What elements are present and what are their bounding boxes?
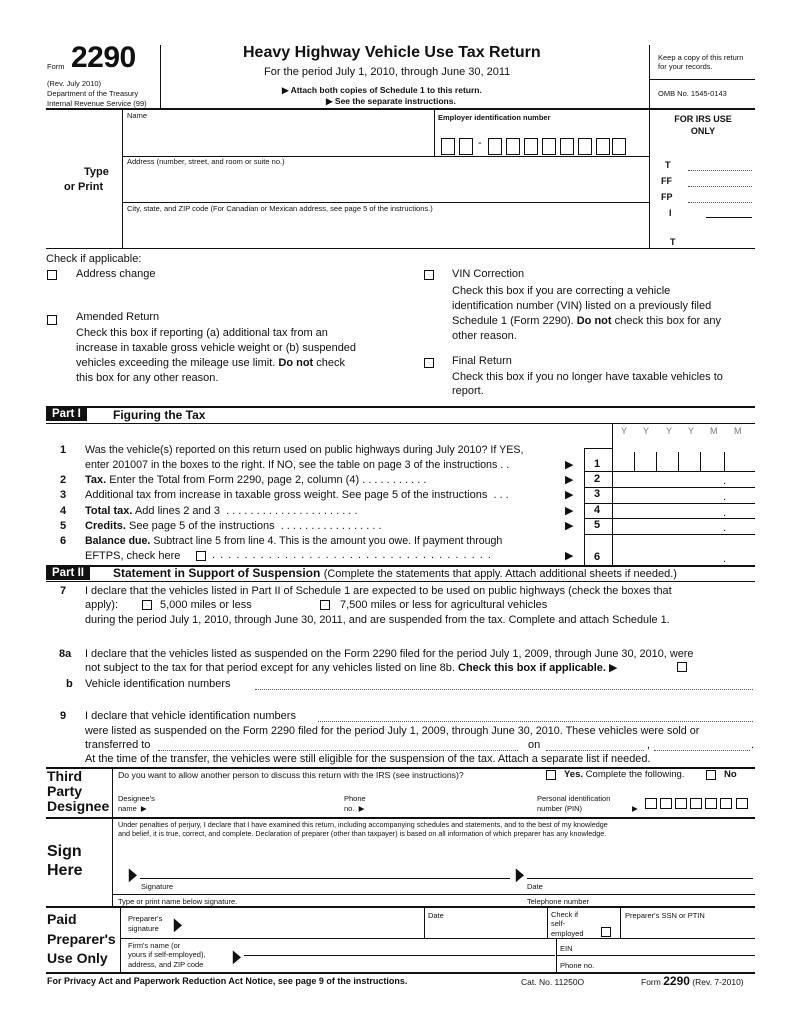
ein-label: Employer identification number: [438, 113, 551, 122]
sign-arrow-icon: ▶: [173, 914, 183, 934]
month-letter: M: [734, 426, 742, 436]
address-change-label: Address change: [76, 268, 156, 280]
designee-yes-checkbox[interactable]: [546, 770, 556, 780]
line-number: 4: [60, 505, 67, 517]
line-box-label: 3: [594, 488, 601, 500]
ein-digit-box[interactable]: [560, 138, 574, 155]
omb-number: OMB No. 1545-0143: [658, 89, 727, 98]
or-print-label: or Print: [64, 181, 104, 193]
designee-pin-label: number (PIN): [537, 804, 583, 813]
part-2-title: Statement in Support of Suspension (Complete the statements that apply. Attach additional sheets if needed.): [113, 566, 677, 580]
period: .: [751, 739, 755, 751]
line-9-on: on: [528, 739, 541, 751]
preparer-signature-label: signature: [128, 924, 159, 933]
irs-use-only: FOR IRS USE ONLY: [674, 114, 732, 136]
irs-code-t2: T: [670, 237, 676, 247]
line-1-text: Was the vehicle(s) reported on this return used on public highways during July 2010? If YES,: [85, 444, 524, 456]
revision-date: (Rev. July 2010): [47, 79, 102, 88]
line-1-text: enter 201007 in the boxes to the right. If NO, see the table on page 3 of the instructions . .: [85, 459, 510, 471]
ein-digit-box[interactable]: [524, 138, 538, 155]
dot-leader: . . . . . . . . . . . . . . . . . . . . . . . . . . . . . . . . . . .: [212, 549, 492, 561]
final-desc: report.: [452, 385, 484, 397]
decimal-point: .: [723, 507, 727, 519]
line-9-text: transferred to: [85, 739, 151, 751]
amended-desc: increase in taxable gross vehicle weight or (b) suspended: [76, 342, 357, 354]
telephone-label: Telephone number: [527, 897, 590, 906]
line-9-date-field[interactable]: [546, 750, 644, 751]
perjury-statement: Under penalties of perjury, I declare that I have examined this return, including accompanying schedules and statements, and to the best of my knowledge: [118, 820, 608, 829]
sign-arrow-icon: ▶: [232, 946, 242, 966]
self-employed-label: employed: [551, 929, 584, 938]
line-number: 6: [60, 535, 67, 547]
irs-label: Internal Revenue Service (99): [47, 99, 147, 108]
line-9-text: were listed as suspended on the Form 2290 filed for the period July 1, 2009, through June 30, 2010. These vehicles were sold or: [85, 725, 700, 737]
decimal-point: .: [723, 491, 727, 503]
amended-desc: vehicles exceeding the mileage use limit. Do not check: [76, 357, 346, 369]
preparer-ssn-label: Preparer's SSN or PTIN: [625, 911, 705, 920]
pin-digit-box[interactable]: [736, 798, 748, 809]
line-5-amount-field[interactable]: [613, 519, 755, 534]
line-9-text: I declare that vehicle identification numbers: [85, 710, 296, 722]
department: Department of the Treasury: [47, 89, 139, 98]
name-label: Name: [127, 111, 148, 120]
line-box-label: 1: [594, 458, 601, 470]
line-number: 8a: [59, 648, 72, 660]
form-title: Heavy Highway Vehicle Use Tax Return: [243, 44, 541, 61]
final-return-checkbox[interactable]: [424, 358, 434, 368]
amended-desc: this box for any other reason.: [76, 372, 219, 384]
print-name-label: Type or print name below signature.: [118, 897, 238, 906]
ein-hyphen: -: [478, 137, 482, 149]
line-9-vin-field[interactable]: [318, 721, 753, 722]
preparer-label: Use Only: [47, 950, 108, 966]
line-8b-label: Vehicle identification numbers: [85, 678, 231, 690]
amended-desc: Check this box if reporting (a) additional tax from an: [76, 327, 328, 339]
firm-name-field[interactable]: [244, 940, 555, 970]
address-change-checkbox[interactable]: [47, 270, 57, 280]
pin-digit-box[interactable]: [690, 798, 702, 809]
7500-miles-checkbox[interactable]: [320, 600, 330, 610]
designee-no-label: No: [724, 769, 737, 780]
arrow-icon: ▶: [565, 489, 574, 501]
signature-field[interactable]: [140, 852, 510, 878]
line-number: 5: [60, 520, 67, 532]
line-8a-text: not subject to the tax for that period except for any vehicles listed on line 8b. Check this box if applicable. ▶: [85, 662, 618, 674]
line-7-text: I declare that the vehicles listed in Part II of Schedule 1 are expected to be used on public highways (check the boxes that: [85, 585, 672, 597]
irs-code-i: I: [669, 208, 672, 218]
line-7-text: apply):: [85, 599, 119, 611]
firm-ein-label: EIN: [560, 944, 573, 953]
part-2-tag: Part II: [46, 566, 90, 580]
preparer-label: Preparer's: [47, 931, 116, 947]
line-9-year-field[interactable]: [654, 750, 750, 751]
vin-desc: other reason.: [452, 330, 517, 342]
perjury-statement: and belief, it is true, correct, and complete. Declaration of preparer (other than taxpayer) is based on all information of which preparer has any knowledge.: [118, 829, 607, 838]
line-3-amount-field[interactable]: [613, 488, 755, 503]
line-number: 3: [60, 489, 67, 501]
line-2-text: Tax. Enter the Total from Form 2290, page 2, column (4) . . . . . . . . . . .: [85, 474, 427, 486]
irs-code-t: T: [665, 160, 671, 170]
signature-label: Signature: [141, 882, 174, 891]
designee-phone-label: Phone: [344, 794, 366, 803]
designee-phone-label: no. ▶: [344, 804, 365, 813]
arrow-icon: ▶: [565, 474, 574, 486]
form-word: Form: [47, 62, 65, 71]
final-return-label: Final Return: [452, 355, 512, 367]
line-6-text: Balance due. Subtract line 5 from line 4. This is the amount you owe. If payment through: [85, 535, 503, 547]
line-box-label: 5: [594, 519, 601, 531]
pin-digit-box[interactable]: [705, 798, 717, 809]
designee-question: Do you want to allow another person to discuss this return with the IRS (see instructions)?: [118, 770, 464, 780]
date-label: Date: [527, 882, 543, 891]
designee-pin-label: Personal identification: [537, 794, 611, 803]
firm-name-label: Firm's name (or: [128, 941, 181, 950]
line-8a-text: I declare that the vehicles listed as suspended on the Form 2290 filed for the period July 1, 2009, through June 30, 2010, were: [85, 648, 694, 660]
pin-digit-box[interactable]: [645, 798, 657, 809]
attach-instruction: ▶ Attach both copies of Schedule 1 to this return.: [282, 85, 482, 95]
line-box-label: 6: [594, 551, 601, 563]
vin-correction-label: VIN Correction: [452, 268, 525, 280]
5000-miles-checkbox[interactable]: [142, 600, 152, 610]
arrow-icon: ▶: [632, 804, 638, 813]
line-8a-checkbox[interactable]: [677, 662, 687, 672]
ein-digit-box[interactable]: [506, 138, 520, 155]
line-3-text: Additional tax from increase in taxable gross weight. See page 5 of the instructions . . .: [85, 489, 509, 501]
ein-digit-box[interactable]: [612, 138, 626, 155]
amended-return-label: Amended Return: [76, 311, 160, 323]
vin-desc: Schedule 1 (Form 2290). Do not check this box for any: [452, 315, 722, 327]
address-label: Address (number, street, and room or suite no.): [127, 157, 285, 166]
preparer-date-label: Date: [428, 911, 444, 920]
designee-phone-field[interactable]: [372, 796, 532, 814]
irs-code-fp: FP: [661, 192, 673, 202]
7500-miles-label: 7,500 miles or less for agricultural vehicles: [340, 599, 548, 611]
decimal-point: .: [723, 553, 727, 565]
preparer-signature-field[interactable]: [185, 908, 423, 938]
sign-arrow-icon: ▶: [515, 864, 525, 884]
pin-digit-box[interactable]: [675, 798, 687, 809]
line-8b-vin-field[interactable]: [255, 689, 753, 690]
year-letter: Y: [643, 426, 650, 436]
line-6-text: EFTPS, check here: [85, 550, 181, 562]
type-label: Type: [84, 166, 109, 178]
comma: ,: [647, 739, 651, 751]
line-number: b: [66, 678, 73, 690]
arrow-icon: ▶: [565, 459, 574, 471]
arrow-icon: ▶: [565, 520, 574, 532]
see-instructions: ▶ See the separate instructions.: [326, 96, 456, 106]
final-desc: Check this box if you no longer have taxable vehicles to: [452, 371, 723, 383]
year-letter: Y: [621, 426, 628, 436]
designee-name-label: Designee's: [118, 794, 155, 803]
designee-label: Designee: [47, 798, 110, 814]
ein-digit-box[interactable]: [459, 138, 473, 155]
ein-digit-box[interactable]: [542, 138, 556, 155]
catalog-number: Cat. No. 11250O: [521, 977, 585, 987]
line-2-amount-field[interactable]: [613, 472, 755, 487]
designee-label: Third: [47, 768, 82, 784]
designee-name-field[interactable]: [180, 796, 340, 814]
sign-label: Here: [47, 862, 83, 879]
preparer-signature-label: Preparer's: [128, 914, 163, 923]
self-employed-checkbox[interactable]: [601, 927, 611, 937]
month-letter: M: [710, 426, 718, 436]
line-7-text: during the period July 1, 2010, through June 30, 2011, and are suspended from the tax. Complete and attach Schedule 1.: [85, 614, 670, 626]
designee-label: Party: [47, 783, 83, 799]
line-5-text: Credits. See page 5 of the instructions . . . . . . . . . . . . . . . . .: [85, 520, 382, 532]
line-box-label: 2: [594, 473, 601, 485]
firm-name-label: yours if self-employed),: [128, 950, 206, 959]
line-box-label: 4: [594, 504, 601, 516]
decimal-point: .: [723, 475, 727, 487]
line-number: 2: [60, 474, 67, 486]
firm-name-label: address, and ZIP code: [128, 960, 204, 969]
tax-period: For the period July 1, 2010, through June 30, 2011: [264, 66, 511, 78]
keep-copy-note: Keep a copy of this return for your records.: [658, 53, 744, 71]
line-number: 9: [60, 710, 67, 722]
line-9-text: At the time of the transfer, the vehicles were still eligible for the suspension of the tax. Attach a separate list if needed.: [85, 753, 651, 765]
eftps-checkbox[interactable]: [196, 551, 206, 561]
form-number: 2290: [71, 41, 136, 74]
firm-phone-label: Phone no.: [560, 961, 595, 970]
line-4-amount-field[interactable]: [613, 504, 755, 518]
vin-correction-checkbox[interactable]: [424, 270, 434, 280]
arrow-icon: ▶: [565, 505, 574, 517]
self-employed-label: Check if: [551, 910, 579, 919]
line-number: 7: [60, 585, 67, 597]
arrow-icon: ▶: [565, 550, 574, 562]
designee-no-checkbox[interactable]: [706, 770, 716, 780]
decimal-point: .: [723, 522, 727, 534]
designee-name-label: name ▶: [118, 804, 147, 813]
footer-form-id: Form 2290 (Rev. 7-2010): [641, 974, 744, 988]
vin-desc: identification number (VIN) listed on a previously filed: [452, 300, 712, 312]
check-heading: Check if applicable:: [46, 253, 142, 265]
privacy-notice: For Privacy Act and Paperwork Reduction Act Notice, see page 9 of the instructions.: [47, 976, 408, 986]
line-number: 1: [60, 444, 67, 456]
amended-return-checkbox[interactable]: [47, 315, 57, 325]
ein-digit-box[interactable]: [596, 138, 610, 155]
part-1-tag: Part I: [46, 407, 87, 421]
line-6-amount-field[interactable]: [613, 535, 755, 565]
sign-arrow-icon: ▶: [128, 864, 138, 884]
designee-yes-label: Yes. Complete the following.: [564, 769, 685, 780]
part-1-title: Figuring the Tax: [113, 408, 206, 422]
year-letter: Y: [666, 426, 673, 436]
vin-desc: Check this box if you are correcting a vehicle: [452, 285, 671, 297]
irs-code-ff: FF: [661, 176, 672, 186]
ein-digit-box[interactable]: [488, 138, 502, 155]
5000-miles-label: 5,000 miles or less: [160, 599, 252, 611]
year-letter: Y: [688, 426, 695, 436]
sign-label: Sign: [47, 843, 82, 860]
ein-digit-box[interactable]: [578, 138, 592, 155]
self-employed-label: self-: [551, 919, 566, 928]
pin-digit-box[interactable]: [660, 798, 672, 809]
city-label: City, state, and ZIP code (For Canadian or Mexican address, see page 5 of the instructions.): [127, 204, 433, 213]
line-4-text: Total tax. Add lines 2 and 3 . . . . . . . . . . . . . . . . . . . . . .: [85, 505, 358, 517]
line-9-transferee-field[interactable]: [158, 750, 518, 751]
signature-date-field[interactable]: [527, 852, 753, 878]
ein-digit-box[interactable]: [441, 138, 455, 155]
pin-digit-box[interactable]: [720, 798, 732, 809]
preparer-label: Paid: [47, 911, 77, 927]
